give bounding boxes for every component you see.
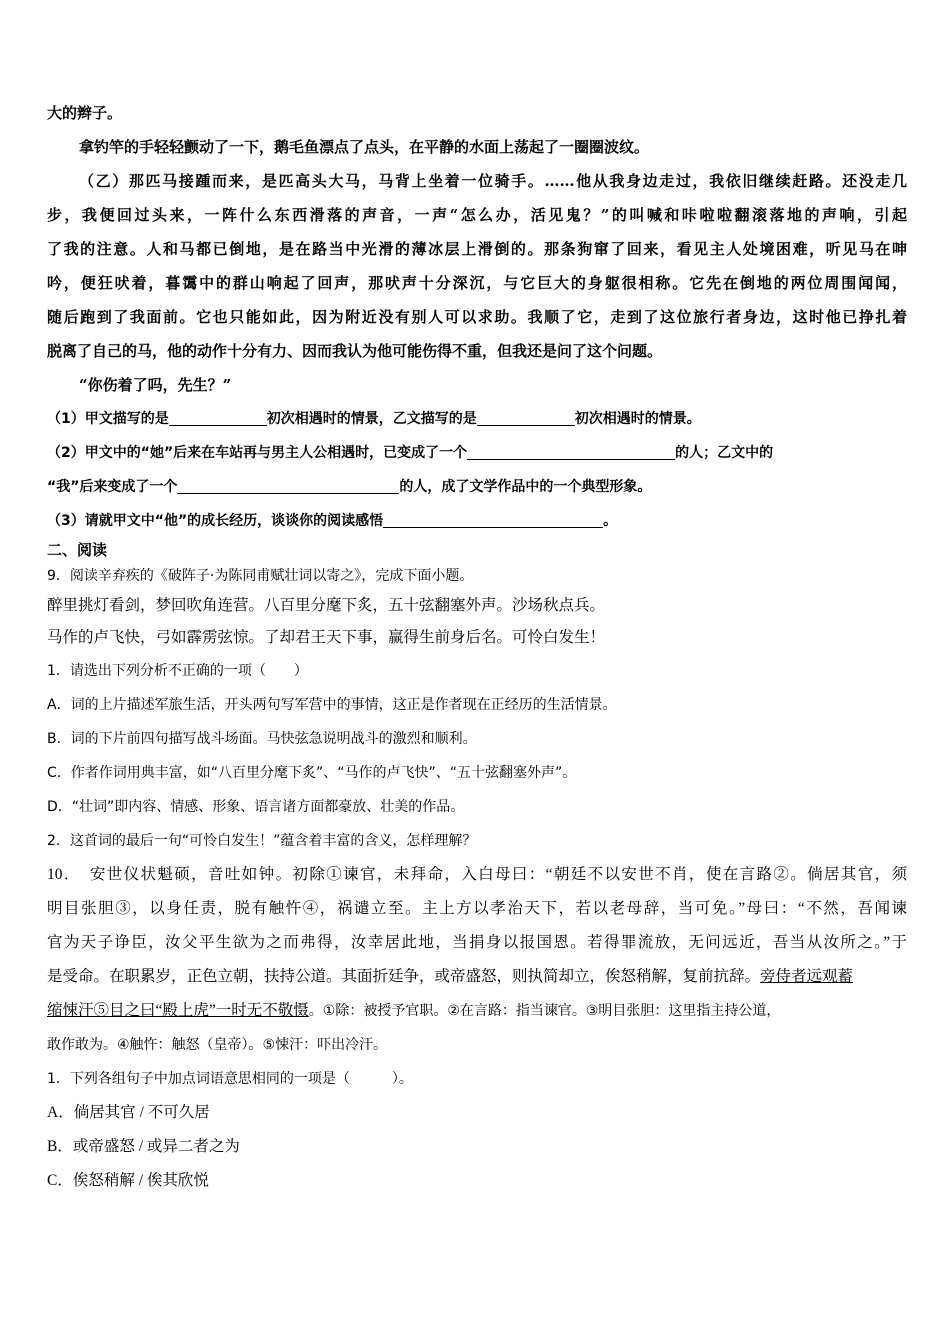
q9-1: 1．请选出下列分析不正确的一项（ ） bbox=[47, 663, 308, 679]
answer-blank[interactable] bbox=[169, 409, 267, 426]
answer-blank[interactable] bbox=[383, 511, 603, 528]
q9-1-option-b: B．词的下片前四句描写战斗场面。马快弦急说明战斗的激烈和顺利。 bbox=[47, 731, 477, 747]
q10-line-4-text: 是受命。在职累岁，正色立朝，扶持公道。其面折廷争，或帝盛怒，则执简却立，俟怒稍解，复前抗辞。 bbox=[47, 968, 761, 985]
q9-1-option-c: C．作者作词用典丰富，如“八百里分麾下炙”、“马作的卢飞快”、“五十弦翻塞外声”。 bbox=[47, 765, 577, 781]
q10-line-2: 明目张胆③，以身任责，脱有触忤④，祸谴立至。主上方以孝治天下，若以老母辞，当可免。”母曰：“不然，吾闻谏 bbox=[47, 900, 907, 917]
question-1-text-b: 初次相遇时的情景，乙文描写的是 bbox=[266, 411, 477, 427]
question-1 bbox=[47, 402, 907, 436]
document-page bbox=[47, 96, 907, 1198]
q10-line-6: 敢作敢为。④触忤：触怒（皇帝）。⑤悚汗：吓出冷汗。 bbox=[47, 1037, 388, 1053]
passage-a-last: 拿钓竿的手轻轻颤动了一下，鹅毛鱼漂点了点头，在平静的水面上荡起了一圈圈波纹。 bbox=[79, 138, 650, 156]
question-2-cont bbox=[47, 470, 907, 504]
q10-footnotes: 。①除：被授予官职。②在言路：指当谏官。③明目张胆：这里指主持公道， bbox=[308, 1003, 781, 1019]
passage-b-line-2: 步，我便回过头来，一阵什么东西滑落的声音，一声“怎么办，活见鬼？”的叫喊和咔啦啦翻滚落地的声响，引起 bbox=[47, 206, 907, 224]
q10-line-1: 10． 安世仪状魁硕，音吐如钟。初除①谏官，未拜命，入白母曰：“朝廷不以安世不肖，使在言路②。倘居其官，须 bbox=[47, 866, 907, 883]
passage-b-line-4: 吟，便狂吠着，暮霭中的群山响起了回声，那吠声十分深沉，与它巨大的身躯很相称。它先在倒地的两位周围闻闻， bbox=[47, 274, 907, 292]
question-3-text-a: （3）请就甲文中“他”的成长经历，谈谈你的阅读感悟 bbox=[47, 513, 384, 529]
passage-a-end: 大的辫子。 bbox=[47, 104, 123, 122]
q10-1-option-b: B．或帝盛怒 / 或异二者之为 bbox=[47, 1138, 240, 1155]
passage-b-quote: “你伤着了吗，先生？” bbox=[79, 376, 232, 394]
question-2-text-b: 的人；乙文中的 bbox=[675, 445, 774, 461]
q10-line-4 bbox=[47, 960, 907, 994]
question-1-text-a: （1）甲文描写的是 bbox=[47, 411, 169, 427]
q9-1-option-a: A．词的上片描述军旅生活，开头两句写军营中的事情，这正是作者现在正经历的生活情景。 bbox=[47, 697, 617, 713]
answer-blank[interactable] bbox=[477, 409, 575, 426]
poem-line-2: 马作的卢飞快，弓如霹雳弦惊。了却君王天下事，赢得生前身后名。可怜白发生！ bbox=[47, 629, 606, 646]
question-2-text-c: “我”后来变成了一个 bbox=[47, 479, 178, 495]
passage-b-line-3: 了我的注意。人和马都已倒地，是在路当中光滑的薄冰层上滑倒的。那条狗窜了回来，看见主人处境困难，听见马在呻 bbox=[47, 240, 907, 258]
question-2-text-d: 的人，成了文学作品中的一个典型形象。 bbox=[399, 479, 652, 495]
q10-line-3: 官为天子诤臣，汝父平生欲为之而弗得，汝幸居此地，当捐身以报国恩。若得罪流放，无问远近，吾当从汝所之。”于 bbox=[47, 934, 907, 951]
question-1-text-c: 初次相遇时的情景。 bbox=[574, 411, 701, 427]
q10-1: 1．下列各组句子中加点词语意思相同的一项是（ ）。 bbox=[47, 1071, 413, 1087]
q9-title: 9．阅读辛弃疾的《破阵子·为陈同甫赋壮词以寄之》，完成下面小题。 bbox=[47, 568, 474, 584]
section-title: 二、阅读 bbox=[47, 541, 108, 559]
q10-line-5 bbox=[47, 994, 907, 1028]
question-3-text-b: 。 bbox=[603, 513, 618, 529]
question-2 bbox=[47, 436, 907, 470]
question-2-text-a: （2）甲文中的“她”后来在车站再与男主人公相遇时，已变成了一个 bbox=[47, 445, 468, 461]
q10-underlined-text-cont: 缩悚汗⑤目之曰“殿上虎”一时无不敬慑 bbox=[47, 1002, 309, 1019]
question-3 bbox=[47, 504, 907, 538]
q10-1-option-c: C．俟怒稍解 / 俟其欣悦 bbox=[47, 1172, 209, 1189]
passage-b-line-6: 脱离了自己的马，他的动作十分有力、因而我认为他可能伤得不重，但我还是问了这个问题。 bbox=[47, 342, 663, 360]
q10-1-option-a: A．倘居其官 / 不可久居 bbox=[47, 1104, 210, 1121]
passage-b-line-1: （乙）那匹马接踵而来，是匹高头大马，马背上坐着一位骑手。……他从我身边走过，我依旧继续赶路。还没走几 bbox=[79, 172, 907, 190]
poem-line-1: 醉里挑灯看剑，梦回吹角连营。八百里分麾下炙，五十弦翻塞外声。沙场秋点兵。 bbox=[47, 597, 606, 614]
passage-b-line-5: 随后跑到了我面前。它也只能如此，因为附近没有别人可以求助。我顺了它，走到了这位旅行者身边，这时他已挣扎着 bbox=[47, 308, 907, 326]
answer-blank[interactable] bbox=[177, 477, 399, 494]
answer-blank[interactable] bbox=[467, 443, 675, 460]
q9-2: 2．这首词的最后一句“可怜白发生！”蕴含着丰富的含义，怎样理解？ bbox=[47, 833, 477, 849]
q10-underlined-text: 旁侍者远观蓄 bbox=[760, 968, 854, 985]
q9-1-option-d: D．“壮词”即内容、情感、形象、语言诸方面都豪放、壮美的作品。 bbox=[47, 799, 465, 815]
